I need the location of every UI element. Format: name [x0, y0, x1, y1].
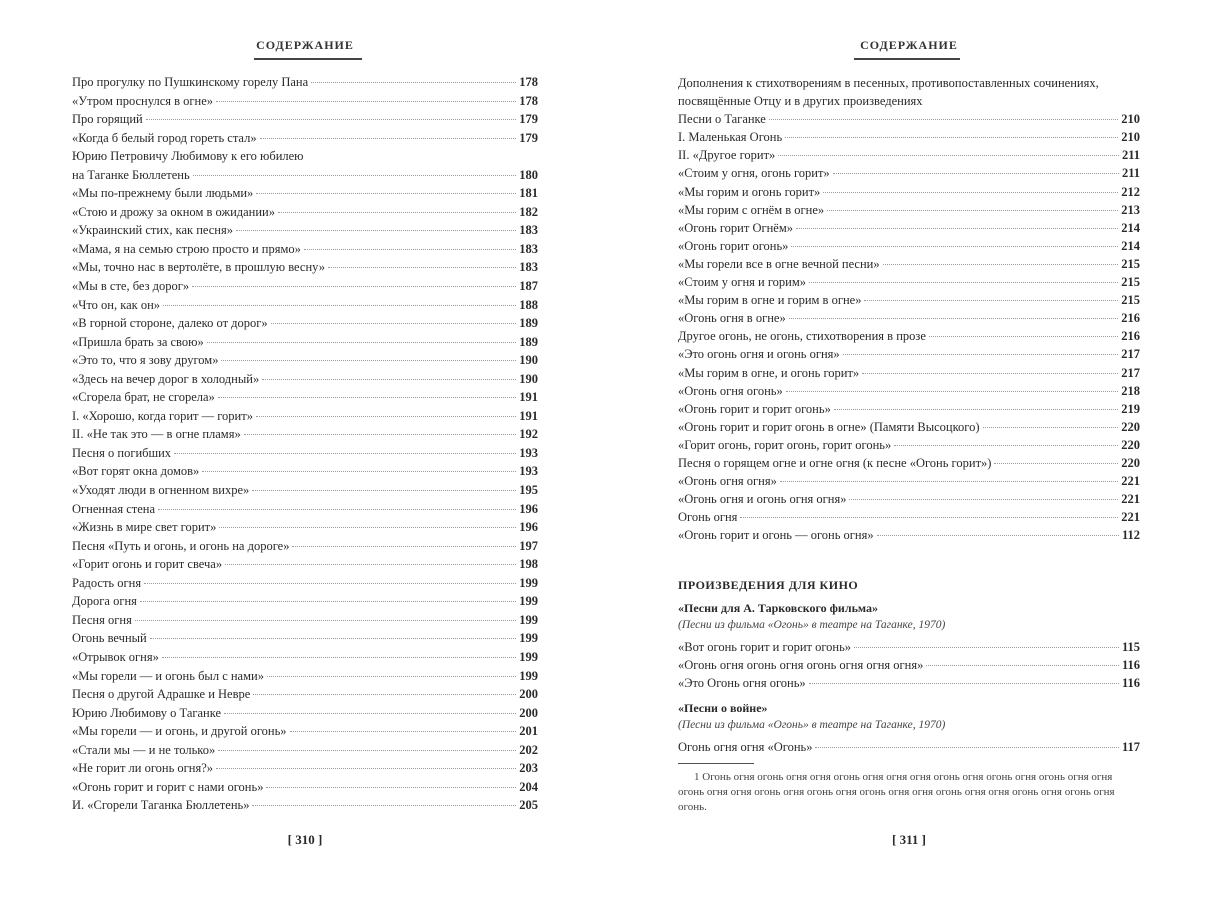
entry-title: Дорога огня [72, 594, 137, 609]
toc-entry [678, 237, 1140, 255]
dot-leader [278, 212, 516, 213]
toc-entry [72, 444, 538, 463]
entry-title: Юрию Петровичу Любимову к его юбилею [72, 149, 304, 164]
footnote-rule [678, 763, 754, 764]
entry-title: «Не горит ли огонь огня?» [72, 761, 214, 776]
toc-entry [678, 291, 1140, 309]
entry-title: «Огонь горит и горит огонь в огне» (Памяти Высоцкого) [678, 419, 980, 434]
section [678, 576, 1140, 594]
toc-entry [72, 203, 538, 222]
toc-entry [72, 314, 538, 333]
entry-page-number: 178 [519, 75, 538, 89]
toc-entry [72, 221, 538, 240]
toc-entry [72, 722, 538, 741]
entry-title: «Огонь огня огня» [678, 474, 777, 489]
dot-leader [236, 230, 516, 231]
dot-leader [877, 535, 1119, 536]
dot-leader [994, 463, 1118, 464]
entry-page-number: 183 [519, 223, 538, 238]
entry-title: «Стоим у огня и горим» [678, 275, 806, 290]
toc-entry [72, 333, 538, 352]
toc-entry [72, 555, 538, 574]
dot-leader [135, 620, 516, 621]
toc-entry [72, 388, 538, 407]
entry-title: Дополнения к стихотворениям в песенных, противопоставленных сочинениях, [678, 76, 1099, 90]
entry-title: Радость огня [72, 575, 142, 590]
dot-leader [221, 360, 516, 361]
toc-entry [72, 147, 538, 166]
entry-page-number: 203 [519, 761, 538, 776]
entry-page-number: 196 [519, 501, 538, 516]
toc-entry [678, 490, 1140, 508]
toc-entry [72, 240, 538, 259]
entry-page-number: 199 [519, 668, 538, 683]
entry-page-number: 198 [519, 557, 538, 572]
toc-entry [678, 738, 1140, 756]
entry-title: «Мама, я на семью строю просто и прямо» [72, 241, 301, 256]
entry-title: «Огонь горит Огнём» [678, 220, 794, 235]
dot-leader [163, 305, 516, 306]
toc-entry [678, 309, 1140, 327]
toc-entry [678, 327, 1140, 345]
subsection-entries [678, 638, 1140, 692]
dot-leader [267, 676, 516, 677]
entry-title: «Мы горели все в огне вечной песни» [678, 256, 880, 271]
entry-page-number: 221 [1121, 474, 1140, 489]
entry-page-number: 183 [519, 260, 538, 275]
dot-leader [894, 445, 1118, 446]
dot-leader [260, 138, 517, 139]
toc-entry [678, 638, 1140, 656]
dot-leader [823, 192, 1118, 193]
dot-leader [785, 137, 1118, 138]
entry-title: I. «Хорошо, когда горит — горит» [72, 408, 253, 423]
entry-title: «Огонь огня огонь огня огонь огня огня огня» [678, 658, 924, 673]
entry-page-number: 216 [1121, 311, 1140, 326]
toc-entry [72, 667, 538, 686]
entry-title: И. «Сгорели Таганка Бюллетень» [72, 798, 250, 813]
entry-title: «Мы по-прежнему были людьми» [72, 186, 254, 201]
entry-page-number: 187 [519, 279, 538, 294]
entry-title: «Вот горят окна домов» [72, 464, 200, 479]
entry-title: «Огонь огня и огонь огня огня» [678, 492, 847, 507]
entry-title: «Огонь горит и огонь — огонь огня» [678, 528, 874, 543]
entry-page-number: 216 [1121, 329, 1140, 344]
entry-page-number: 210 [1121, 112, 1140, 127]
entry-page-number: 220 [1121, 419, 1140, 434]
dot-leader [174, 453, 516, 454]
dot-leader [815, 747, 1118, 748]
entry-title: «Отрывок огня» [72, 649, 159, 664]
dot-leader [252, 490, 516, 491]
dot-leader [218, 750, 516, 751]
toc-entry [72, 629, 538, 648]
entry-page-number: 217 [1121, 365, 1140, 380]
dot-leader [789, 318, 1119, 319]
toc-entry [72, 407, 538, 426]
subsection-title: «Песни о войне» [678, 701, 768, 715]
toc-lead-line [678, 92, 1140, 110]
entry-page-number: 180 [519, 167, 538, 182]
entry-title: Огонь огня огня «Огонь» [678, 740, 813, 754]
dot-leader [791, 246, 1118, 247]
entry-title: «Жизнь в мире свет горит» [72, 520, 217, 535]
toc-entry [72, 129, 538, 148]
entry-title: «Когда б белый город гореть стал» [72, 130, 257, 145]
entry-page-number: 200 [519, 705, 538, 720]
dot-leader [769, 119, 1118, 120]
entry-page-number: 116 [1121, 676, 1140, 691]
entry-page-number: 199 [519, 631, 538, 646]
toc-entry [72, 592, 538, 611]
dot-leader [780, 481, 1118, 482]
toc-entry [678, 472, 1140, 490]
dot-leader [843, 354, 1119, 355]
entry-page-number: 182 [519, 204, 538, 219]
toc-entry [678, 382, 1140, 400]
dot-leader [224, 713, 516, 714]
dot-leader [833, 173, 1119, 174]
toc-entry [678, 454, 1140, 472]
entry-title: Песня о горящем огне и огне огня (к песне «Огонь горит») [678, 455, 992, 470]
entry-title: Другое огонь, не огонь, стихотворения в прозе [678, 329, 926, 344]
toc-entry [72, 73, 538, 92]
dot-leader [328, 267, 516, 268]
entry-page-number: 215 [1121, 293, 1140, 308]
entry-title: «Горит огонь и горит свеча» [72, 557, 223, 572]
dot-leader [150, 638, 517, 639]
toc-entry [678, 418, 1140, 436]
page-number: [ 311 ] [892, 832, 926, 847]
dot-leader [983, 427, 1119, 428]
entry-title: «Мы горели — и огонь, и другой огонь» [72, 724, 287, 739]
entry-page-number: 178 [519, 93, 538, 108]
toc-entry [72, 537, 538, 556]
entry-title: «В горной стороне, далеко от дорог» [72, 316, 268, 331]
dot-leader [218, 397, 516, 398]
entry-title: «Стали мы — и не только» [72, 742, 216, 757]
entry-title: «Сгорела брат, не сгорела» [72, 390, 215, 405]
dot-leader [146, 119, 517, 120]
entry-page-number: 192 [519, 427, 538, 442]
entry-page-number: 115 [1121, 640, 1140, 654]
entry-title: «Огонь горит и горит огонь» [678, 401, 831, 416]
subsection-2 [678, 700, 1140, 756]
toc-entry [72, 425, 538, 444]
toc-list [72, 73, 538, 815]
entry-title: «Утром проснулся в огне» [72, 93, 214, 108]
toc-entry [72, 796, 538, 815]
entry-title: «Мы в сте, без дорог» [72, 279, 190, 294]
toc-entry [678, 146, 1140, 164]
toc-entry [678, 219, 1140, 237]
toc-entry [72, 351, 538, 370]
entry-page-number: 190 [519, 371, 538, 386]
toc-entry [678, 110, 1140, 128]
toc-entry [72, 759, 538, 778]
toc-entry [678, 508, 1140, 526]
entry-page-number: 205 [519, 798, 538, 813]
dot-leader [158, 509, 516, 510]
toc-entry [678, 128, 1140, 146]
section-heading: ПРОИЗВЕДЕНИЯ ДЛЯ КИНО [678, 578, 859, 592]
dot-leader [216, 768, 516, 769]
toc-entry [72, 462, 538, 481]
dot-leader [144, 583, 516, 584]
dot-leader [253, 694, 516, 695]
entry-page-number: 199 [519, 575, 538, 590]
dot-leader [193, 175, 517, 176]
entry-title: Песня о погибших [72, 445, 172, 460]
entry-page-number: 220 [1121, 437, 1140, 452]
entry-title: «Огонь огня в огне» [678, 311, 786, 326]
entry-page-number: 201 [519, 724, 538, 739]
toc-entry [72, 611, 538, 630]
entry-page-number: 218 [1121, 383, 1140, 398]
head-rule [854, 58, 960, 60]
entry-page-number: 179 [519, 130, 538, 145]
entry-title: «Огонь горит и горит с нами огонь» [72, 779, 264, 794]
toc-entry [72, 277, 538, 296]
dot-leader [262, 379, 516, 380]
entry-title: «Стою и дрожу за окном в ожидании» [72, 204, 275, 219]
toc-entry [72, 481, 538, 500]
entry-page-number: 212 [1121, 184, 1140, 199]
dot-leader [834, 409, 1118, 410]
toc-entry [72, 92, 538, 111]
dot-leader [292, 546, 516, 547]
subsection-title: «Песни для А. Тарковского фильма» [678, 601, 879, 615]
entry-title: посвящённые Отцу и в других произведениях [678, 94, 923, 109]
entry-title: I. Маленькая Огонь [678, 130, 783, 145]
toc-entry [72, 258, 538, 277]
dot-leader [304, 249, 516, 250]
entry-page-number: 190 [519, 353, 538, 368]
dot-leader [252, 805, 516, 806]
running-head: СОДЕРЖАНИЕ [256, 38, 354, 52]
toc-entry [72, 500, 538, 519]
entry-page-number: 189 [519, 316, 538, 331]
page-number: [ 310 ] [287, 832, 323, 847]
entry-page-number: 197 [519, 538, 538, 553]
subsection-note: (Песни из фильма «Огонь» в театре на Таганке, 1970) [678, 719, 946, 731]
entry-title: «Украинский стих, как песня» [72, 223, 233, 238]
entry-title: «Мы горим в огне, и огонь горит» [678, 365, 860, 380]
toc-entry [678, 255, 1140, 273]
toc-entry [678, 526, 1140, 544]
dot-leader [786, 391, 1118, 392]
entry-page-number: 214 [1121, 220, 1140, 235]
dot-leader [827, 210, 1118, 211]
entry-title: «Что он, как он» [72, 297, 161, 312]
running-head: СОДЕРЖАНИЕ [860, 38, 958, 52]
entry-page-number: 214 [1121, 238, 1140, 253]
toc-entry [72, 778, 538, 797]
dot-leader [864, 300, 1118, 301]
entry-title: Песня о другой Адрашке и Невре [72, 687, 251, 702]
toc-entry [72, 184, 538, 203]
entry-page-number: 199 [519, 649, 538, 664]
entry-page-number: 191 [519, 408, 538, 423]
entry-title: Песня огня [72, 612, 132, 627]
entry-title: «Уходят люди в огненном вихре» [72, 483, 250, 498]
head-rule [254, 58, 362, 60]
entry-title: «Здесь на вечер дорог в холодный» [72, 371, 260, 386]
entry-page-number: 193 [519, 445, 538, 460]
entry-page-number: 221 [1121, 492, 1140, 507]
toc-entry [72, 574, 538, 593]
entry-title: «Мы, точно нас в вертолёте, в прошлую весну» [72, 260, 325, 275]
dot-leader [849, 499, 1118, 500]
entry-title: Про прогулку по Пушкинскому горелу Пана [72, 75, 309, 89]
toc-lead-line [678, 74, 1140, 92]
toc-entry [678, 183, 1140, 201]
entry-page-number: 211 [1121, 148, 1140, 163]
subsection-note: (Песни из фильма «Огонь» в театре на Таганке, 1970) [678, 619, 946, 631]
entry-title: «Огонь огня огонь» [678, 383, 783, 398]
toc-entry [72, 370, 538, 389]
entry-page-number: 211 [1121, 166, 1140, 181]
entry-title: «Огонь горит огонь» [678, 238, 789, 253]
entry-title: «Стоим у огня, огонь горит» [678, 166, 830, 181]
toc-entry [72, 704, 538, 723]
toc-entry [72, 110, 538, 129]
dot-leader [809, 683, 1119, 684]
dot-leader [854, 647, 1119, 648]
entry-title: «Это то, что я зову другом» [72, 353, 219, 368]
entry-title: Огонь огня [678, 510, 738, 525]
entry-title: Песни о Таганке [678, 112, 766, 127]
left-page [72, 0, 538, 908]
dot-leader [883, 264, 1119, 265]
entry-page-number: 116 [1121, 658, 1140, 673]
dot-leader [256, 416, 516, 417]
entry-title: «Горит огонь, горит огонь, горит огонь» [678, 437, 892, 452]
toc-entry [678, 656, 1140, 674]
entry-page-number: 200 [519, 687, 538, 702]
toc-entry [678, 201, 1140, 219]
dot-leader [271, 323, 517, 324]
dot-leader [244, 434, 517, 435]
entry-page-number: 220 [1121, 455, 1140, 470]
entry-title: «Пришла брать за свою» [72, 334, 204, 349]
dot-leader [740, 517, 1118, 518]
entry-page-number: 202 [519, 742, 538, 757]
entry-page-number: 181 [519, 186, 538, 201]
toc-entry [72, 685, 538, 704]
toc-list [678, 74, 1140, 544]
dot-leader [290, 731, 517, 732]
dot-leader [225, 564, 516, 565]
entry-page-number: 221 [1121, 510, 1140, 525]
entry-page-number: 204 [519, 779, 538, 794]
entry-title: «Вот огонь горит и горит огонь» [678, 640, 852, 654]
dot-leader [140, 601, 516, 602]
dot-leader [809, 282, 1118, 283]
entry-page-number: 183 [519, 241, 538, 256]
right-page [678, 0, 1140, 908]
toc-entry [678, 400, 1140, 418]
toc-entry [72, 518, 538, 537]
subsection-1 [678, 600, 1140, 692]
dot-leader [778, 155, 1119, 156]
dot-leader [207, 342, 517, 343]
entry-page-number: 215 [1121, 256, 1140, 271]
dot-leader [311, 82, 516, 83]
dot-leader [862, 373, 1118, 374]
dot-leader [192, 286, 516, 287]
entry-page-number: 219 [1121, 401, 1140, 416]
entry-page-number: 191 [519, 390, 538, 405]
dot-leader [796, 228, 1118, 229]
entry-page-number: 179 [519, 112, 538, 127]
entry-title: Про горящий [72, 112, 143, 127]
entry-title: «Это огонь огня и огонь огня» [678, 347, 840, 362]
toc-entry [72, 296, 538, 315]
entry-title: II. «Не так это — в огне пламя» [72, 427, 241, 442]
entry-page-number: 217 [1121, 347, 1140, 362]
footnote: 1 Огонь огня огонь огня огня огонь огня огня огня огонь огня огонь огня огонь огня огня огонь огня огня огонь огня огонь огня огонь огня огня огонь огня огня огонь огня огонь огня огонь. [678, 771, 1115, 813]
entry-title: Огонь вечный [72, 631, 147, 646]
entry-title: Огненная стена [72, 501, 155, 516]
entry-page-number: 199 [519, 612, 538, 627]
dot-leader [219, 527, 516, 528]
subsection-entries [678, 738, 1140, 756]
toc-entry [678, 674, 1140, 692]
entry-title: «Мы горим и огонь горит» [678, 184, 821, 199]
entry-page-number: 188 [519, 297, 538, 312]
entry-page-number: 117 [1121, 740, 1140, 754]
toc-entry [72, 166, 538, 185]
dot-leader [216, 101, 516, 102]
dot-leader [162, 657, 516, 658]
dot-leader [929, 336, 1118, 337]
entry-page-number: 215 [1121, 275, 1140, 290]
entry-page-number: 210 [1121, 130, 1140, 145]
toc-entry [678, 164, 1140, 182]
entry-page-number: 213 [1121, 202, 1140, 217]
entry-title: «Это Огонь огня огонь» [678, 676, 806, 691]
entry-title: на Таганке Бюллетень [72, 167, 190, 182]
entry-page-number: 196 [519, 520, 538, 535]
dot-leader [202, 471, 516, 472]
entry-title: «Мы горели — и огонь был с нами» [72, 668, 264, 683]
toc-entry [678, 345, 1140, 363]
toc-entry [72, 741, 538, 760]
entry-title: «Мы горим с огнём в огне» [678, 202, 825, 217]
entry-page-number: 189 [519, 334, 538, 349]
toc-entry [678, 273, 1140, 291]
entry-title: II. «Другое горит» [678, 148, 776, 163]
dot-leader [926, 665, 1119, 666]
entry-title: «Мы горим в огне и горим в огне» [678, 293, 862, 308]
entry-title: Песня «Путь и огонь, и огонь на дороге» [72, 538, 290, 553]
entry-page-number: 195 [519, 483, 538, 498]
entry-title: Юрию Любимову о Таганке [72, 705, 222, 720]
dot-leader [266, 787, 516, 788]
entry-page-number: 199 [519, 594, 538, 609]
toc-entry [72, 648, 538, 667]
toc-entry [678, 364, 1140, 382]
toc-entry [678, 436, 1140, 454]
entry-page-number: 112 [1121, 528, 1140, 543]
entry-page-number: 193 [519, 464, 538, 479]
dot-leader [256, 193, 516, 194]
